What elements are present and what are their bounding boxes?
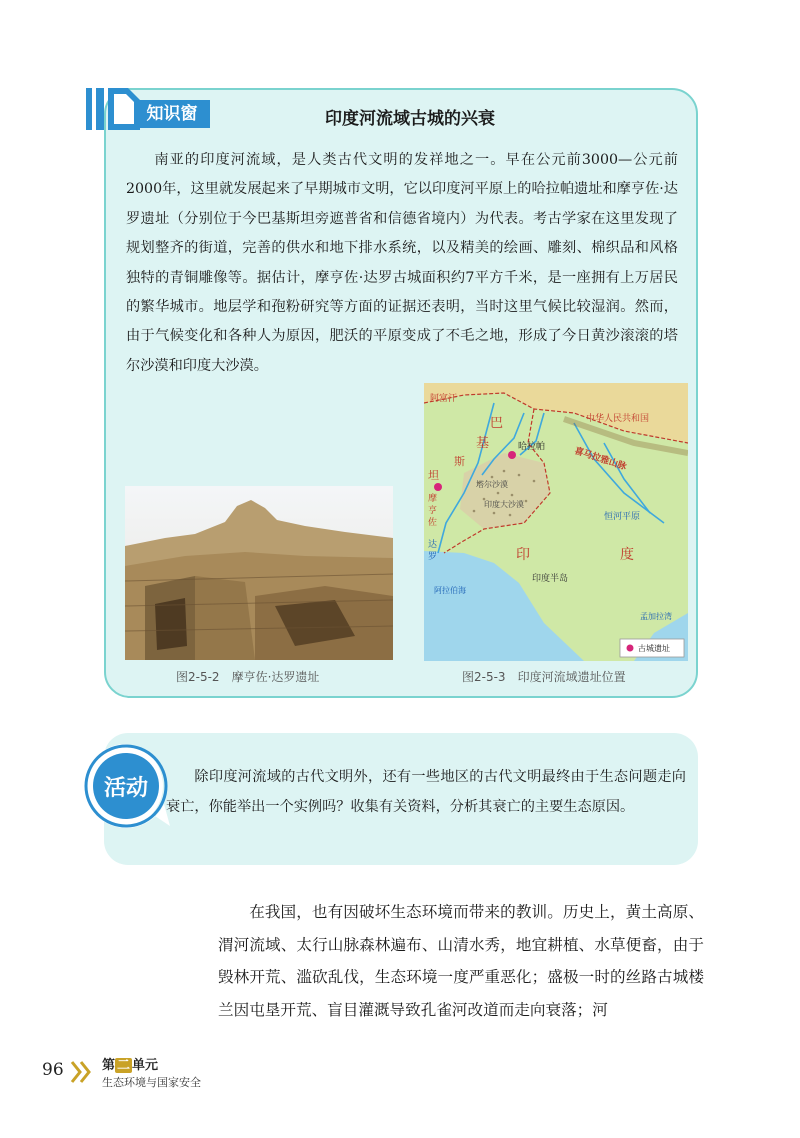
knowledge-title: 印度河流域古城的兴衰 bbox=[325, 109, 495, 129]
page-number: 96 bbox=[42, 1060, 64, 1080]
indus-valley-map bbox=[424, 383, 688, 661]
map-label-china: 中华人民共和国 bbox=[586, 414, 650, 424]
map-label-tan: 坦 bbox=[428, 469, 439, 482]
map-label-harappa: 哈拉帕 bbox=[518, 442, 546, 452]
map-label-si: 斯 bbox=[454, 455, 465, 468]
activity-text: 除印度河流域的古代文明外，还有一些地区的古代文明最终由于生态问题走向衰亡，你能举出一个实例吗？收集有关资料，分析其衰亡的主要生态原因。 bbox=[166, 769, 686, 815]
knowledge-paragraph: 南亚的印度河流域，是人类古代文明的发祥地之一。早在公元前3000—公元前2000年，这里就发展起来了早期城市文明，它以印度河平原上的哈拉帕遗址和摩亨佐·达罗遗址（分别位于今巴基斯坦旁遮普省和信德省境内）为代表。考古学家在这里发现了规划整齐的街道，完善的供水和地下排水系统，以及精美的绘画、雕刻、棉织品和风格独特的青铜雕像等。据估计，摩亨佐·达罗古城面积约7平方千米，是一座拥有上万居民的繁华城市。地层学和孢粉研究等方面的证据还表明，当时这里气候比较湿润。然而，由于气候变化和各种人为原因，肥沃的平原变成了不毛之地，形成了今日黄沙滚滚的塔尔沙漠和印度大沙漠。 bbox=[126, 152, 678, 374]
unit-suffix: 单元 bbox=[132, 1058, 159, 1073]
map-label-india-yin: 印 bbox=[516, 547, 530, 563]
mohenjo-daro-photo bbox=[125, 486, 393, 660]
unit-title: 生态环境与国家安全 bbox=[102, 1076, 201, 1089]
map-label-mohenjo-2: 亨 bbox=[428, 506, 438, 516]
body-paragraph: 在我国，也有因破坏生态环境而带来的教训。历史上，黄土高原、渭河流域、太行山脉森林遍布、山清水秀，地宜耕植、水草便畜，由于毁林开荒、滥砍乱伐，生态环境一度严重恶化；盛极一时的丝路古城楼兰因屯垦开荒、盲目灌溉导致孔雀河改道而走向衰落；河 bbox=[218, 903, 704, 1019]
unit-prefix: 第 bbox=[102, 1058, 116, 1073]
page-arrows-icon bbox=[70, 1058, 94, 1086]
map-label-peninsula: 印度半岛 bbox=[532, 574, 569, 584]
map-label-thar: 塔尔沙漠 bbox=[476, 480, 508, 489]
map-label-ganges-plain: 恒河平原 bbox=[604, 512, 641, 522]
photo-caption: 图2-5-2 摩亨佐·达罗遗址 bbox=[176, 670, 320, 684]
activity-badge-icon bbox=[80, 740, 172, 832]
map-label-afghanistan: 阿富汗 bbox=[430, 394, 458, 404]
map-label-ji: 基 bbox=[476, 436, 490, 451]
knowledge-window-label: 知识窗 bbox=[134, 100, 210, 128]
map-label-mohenjo-3: 佐 bbox=[428, 518, 438, 528]
map-label-bay-of-bengal: 孟加拉湾 bbox=[640, 612, 672, 621]
map-label-himalaya: 喜马拉雅山脉 bbox=[573, 446, 628, 473]
map-legend-text: 古城遗址 bbox=[638, 644, 670, 653]
map-label-mohenjo-1: 摩 bbox=[428, 494, 438, 504]
map-label-daluo-2: 罗 bbox=[428, 552, 438, 562]
unit-heading bbox=[102, 1054, 158, 1073]
unit-number: 二 bbox=[117, 1058, 131, 1073]
map-label-daluo-1: 达 bbox=[428, 540, 438, 550]
map-label-ba: 巴 bbox=[490, 416, 504, 431]
map-label-indian-desert: 印度大沙漠 bbox=[484, 500, 524, 509]
map-label-arabian-sea: 阿拉伯海 bbox=[434, 586, 466, 595]
map-caption: 图2-5-3 印度河流域遗址位置 bbox=[462, 670, 626, 684]
activity-label: 活动 bbox=[103, 776, 149, 801]
map-label-india-du: 度 bbox=[620, 547, 634, 563]
